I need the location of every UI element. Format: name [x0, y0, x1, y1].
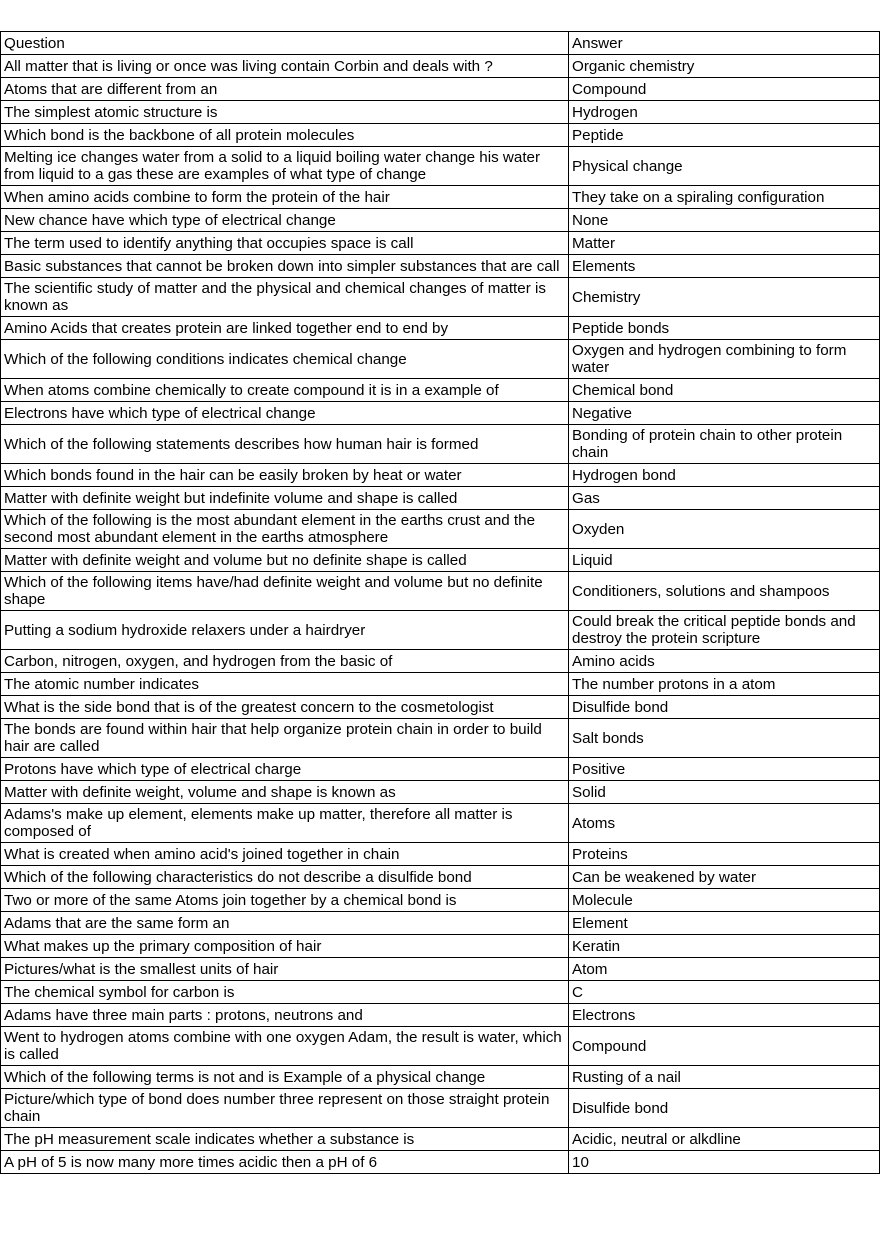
answer-cell: Atoms — [569, 804, 880, 843]
answer-cell: None — [569, 209, 880, 232]
answer-header: Answer — [569, 32, 880, 55]
qa-table-body — [1, 32, 880, 1174]
question-cell: Which of the following conditions indicates chemical change — [1, 340, 569, 379]
question-cell: Pictures/what is the smallest units of hair — [1, 958, 569, 981]
table-row — [1, 912, 880, 935]
question-cell: What makes up the primary composition of hair — [1, 935, 569, 958]
answer-cell: Electrons — [569, 1004, 880, 1027]
answer-cell: Compound — [569, 78, 880, 101]
question-cell: When atoms combine chemically to create compound it is in a example of — [1, 379, 569, 402]
answer-cell: Salt bonds — [569, 719, 880, 758]
question-cell: Adams have three main parts : protons, neutrons and — [1, 1004, 569, 1027]
question-cell: The term used to identify anything that occupies space is call — [1, 232, 569, 255]
table-row — [1, 186, 880, 209]
answer-cell: Peptide bonds — [569, 317, 880, 340]
answer-cell: Matter — [569, 232, 880, 255]
answer-cell: Solid — [569, 781, 880, 804]
answer-cell: Physical change — [569, 147, 880, 186]
table-row — [1, 209, 880, 232]
question-cell: Amino Acids that creates protein are linked together end to end by — [1, 317, 569, 340]
question-cell: Adams that are the same form an — [1, 912, 569, 935]
table-row — [1, 650, 880, 673]
table-row — [1, 340, 880, 379]
question-cell: Which of the following statements describes how human hair is formed — [1, 425, 569, 464]
answer-cell: Compound — [569, 1027, 880, 1066]
answer-cell: Amino acids — [569, 650, 880, 673]
question-cell: The simplest atomic structure is — [1, 101, 569, 124]
table-row — [1, 464, 880, 487]
answer-cell: Acidic, neutral or alkdline — [569, 1128, 880, 1151]
table-row — [1, 55, 880, 78]
table-row — [1, 673, 880, 696]
question-cell: What is the side bond that is of the greatest concern to the cosmetologist — [1, 696, 569, 719]
table-row — [1, 1004, 880, 1027]
question-cell: When amino acids combine to form the protein of the hair — [1, 186, 569, 209]
table-row — [1, 425, 880, 464]
answer-cell: Proteins — [569, 843, 880, 866]
question-cell: Putting a sodium hydroxide relaxers under a hairdryer — [1, 611, 569, 650]
question-cell: Which of the following characteristics do not describe a disulfide bond — [1, 866, 569, 889]
answer-cell: Hydrogen bond — [569, 464, 880, 487]
question-cell: Which of the following terms is not and is Example of a physical change — [1, 1066, 569, 1089]
question-cell: What is created when amino acid's joined together in chain — [1, 843, 569, 866]
answer-cell: Bonding of protein chain to other protein chain — [569, 425, 880, 464]
question-cell: Which of the following items have/had definite weight and volume but no definite shape — [1, 572, 569, 611]
question-cell: The pH measurement scale indicates whether a substance is — [1, 1128, 569, 1151]
table-row — [1, 78, 880, 101]
table-row — [1, 866, 880, 889]
answer-cell: The number protons in a atom — [569, 673, 880, 696]
table-row — [1, 758, 880, 781]
question-cell: The chemical symbol for carbon is — [1, 981, 569, 1004]
answer-cell: Keratin — [569, 935, 880, 958]
header-row — [1, 32, 880, 55]
answer-cell: They take on a spiraling configuration — [569, 186, 880, 209]
answer-cell: Element — [569, 912, 880, 935]
table-row — [1, 278, 880, 317]
answer-cell: C — [569, 981, 880, 1004]
question-cell: Matter with definite weight and volume but no definite shape is called — [1, 549, 569, 572]
table-row — [1, 696, 880, 719]
table-row — [1, 935, 880, 958]
question-cell: The scientific study of matter and the physical and chemical changes of matter is known as — [1, 278, 569, 317]
table-row — [1, 572, 880, 611]
answer-cell: Hydrogen — [569, 101, 880, 124]
table-row — [1, 889, 880, 912]
answer-cell: Could break the critical peptide bonds and destroy the protein scripture — [569, 611, 880, 650]
question-cell: Which of the following is the most abundant element in the earths crust and the second most abundant element in the earths atmosphere — [1, 510, 569, 549]
answer-cell: Disulfide bond — [569, 1089, 880, 1128]
answer-cell: Can be weakened by water — [569, 866, 880, 889]
table-row — [1, 1027, 880, 1066]
answer-cell: 10 — [569, 1151, 880, 1174]
question-cell: All matter that is living or once was living contain Corbin and deals with ? — [1, 55, 569, 78]
table-row — [1, 101, 880, 124]
table-row — [1, 1089, 880, 1128]
answer-cell: Rusting of a nail — [569, 1066, 880, 1089]
answer-cell: Oxygen and hydrogen combining to form water — [569, 340, 880, 379]
table-row — [1, 1151, 880, 1174]
answer-cell: Oxyden — [569, 510, 880, 549]
answer-cell: Chemistry — [569, 278, 880, 317]
question-cell: Electrons have which type of electrical change — [1, 402, 569, 425]
question-cell: Went to hydrogen atoms combine with one oxygen Adam, the result is water, which is called — [1, 1027, 569, 1066]
qa-table — [0, 31, 880, 1174]
table-row — [1, 1128, 880, 1151]
question-cell: Atoms that are different from an — [1, 78, 569, 101]
table-row — [1, 317, 880, 340]
table-row — [1, 549, 880, 572]
table-row — [1, 510, 880, 549]
table-row — [1, 147, 880, 186]
table-row — [1, 379, 880, 402]
answer-cell: Gas — [569, 487, 880, 510]
answer-cell: Atom — [569, 958, 880, 981]
answer-cell: Negative — [569, 402, 880, 425]
question-cell: Protons have which type of electrical charge — [1, 758, 569, 781]
table-row — [1, 255, 880, 278]
answer-cell: Positive — [569, 758, 880, 781]
question-cell: A pH of 5 is now many more times acidic then a pH of 6 — [1, 1151, 569, 1174]
table-row — [1, 958, 880, 981]
question-cell: Which bond is the backbone of all protein molecules — [1, 124, 569, 147]
table-row — [1, 804, 880, 843]
question-cell: Melting ice changes water from a solid to a liquid boiling water change his water from liquid to a gas these are examples of what type of change — [1, 147, 569, 186]
question-cell: The atomic number indicates — [1, 673, 569, 696]
table-row — [1, 981, 880, 1004]
answer-cell: Elements — [569, 255, 880, 278]
table-row — [1, 719, 880, 758]
question-cell: Carbon, nitrogen, oxygen, and hydrogen from the basic of — [1, 650, 569, 673]
question-header: Question — [1, 32, 569, 55]
table-row — [1, 611, 880, 650]
table-row — [1, 232, 880, 255]
table-row — [1, 487, 880, 510]
question-cell: Adams's make up element, elements make up matter, therefore all matter is composed of — [1, 804, 569, 843]
question-cell: Basic substances that cannot be broken down into simpler substances that are call — [1, 255, 569, 278]
answer-cell: Chemical bond — [569, 379, 880, 402]
question-cell: Two or more of the same Atoms join together by a chemical bond is — [1, 889, 569, 912]
answer-cell: Molecule — [569, 889, 880, 912]
question-cell: Which bonds found in the hair can be easily broken by heat or water — [1, 464, 569, 487]
answer-cell: Disulfide bond — [569, 696, 880, 719]
question-cell: Matter with definite weight but indefinite volume and shape is called — [1, 487, 569, 510]
table-row — [1, 402, 880, 425]
answer-cell: Peptide — [569, 124, 880, 147]
table-row — [1, 124, 880, 147]
question-cell: The bonds are found within hair that help organize protein chain in order to build hair are called — [1, 719, 569, 758]
answer-cell: Conditioners, solutions and shampoos — [569, 572, 880, 611]
table-row — [1, 781, 880, 804]
question-cell: Picture/which type of bond does number three represent on those straight protein chain — [1, 1089, 569, 1128]
answer-cell: Liquid — [569, 549, 880, 572]
table-row — [1, 1066, 880, 1089]
table-row — [1, 843, 880, 866]
question-cell: New chance have which type of electrical change — [1, 209, 569, 232]
question-cell: Matter with definite weight, volume and shape is known as — [1, 781, 569, 804]
answer-cell: Organic chemistry — [569, 55, 880, 78]
